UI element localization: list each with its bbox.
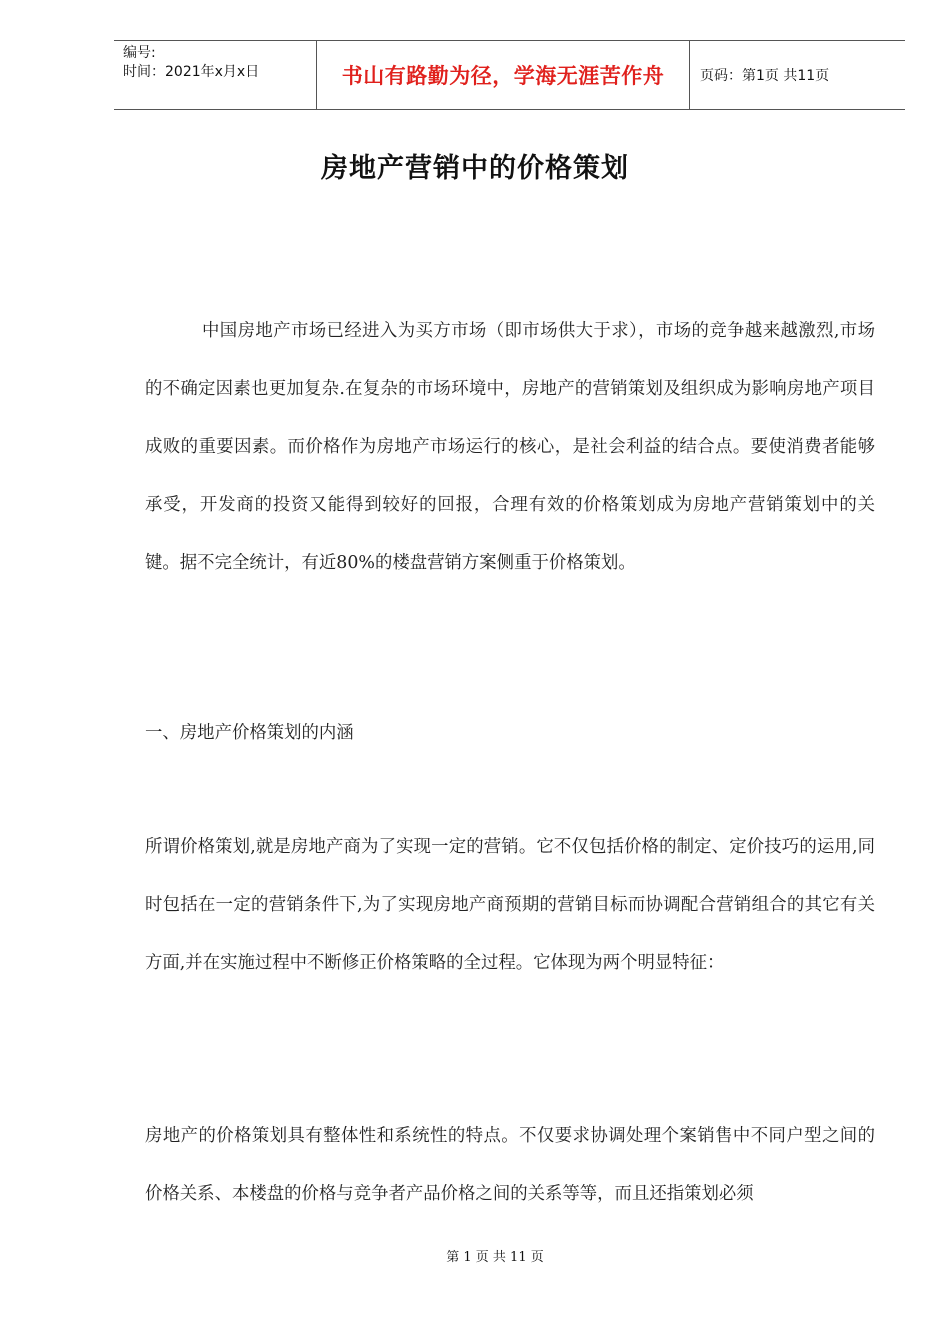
page-footer: 第 1 页 共 11 页: [446, 1250, 544, 1265]
motto-text: 书山有路勤为径，学海无涯苦作舟: [341, 64, 665, 88]
time-label: 时间：2021年x月x日: [123, 64, 260, 80]
paragraph-definition: 所谓价格策划,就是房地产商为了实现一定的营销。它不仅包括价格的制定、定价技巧的运用,同时包括在一定的营销条件下,为了实现房地产商预期的营销目标而协调配合营销组合的其它有关方面,并在实施过程中不断修正价格策略的全过程。它体现为两个明显特征：: [145, 837, 875, 973]
paragraph-intro: 中国房地产市场已经进入为买方市场（即市场供大于求），市场的竞争越来越激烈,市场的不确定因素也更加复杂.在复杂的市场环境中，房地产的营销策划及组织成为影响房地产项目成败的重要因素。而价格作为房地产市场运行的核心，是社会利益的结合点。要使消费者能够承受，开发商的投资又能得到较好的回报，合理有效的价格策划成为房地产营销策划中的关键。据不完全统计，有近80%的楼盘营销方案侧重于价格策划。: [145, 321, 875, 573]
serial-label: 编号:: [123, 45, 156, 61]
document-title: 房地产营销中的价格策划: [321, 153, 629, 184]
header-left-cell: [114, 41, 316, 109]
paragraph-features: 房地产的价格策划具有整体性和系统性的特点。不仅要求协调处理个案销售中不同户型之间的价格关系、本楼盘的价格与竞争者产品价格之间的关系等等，而且还指策划必须: [145, 1126, 875, 1204]
section-heading: 一、房地产价格策划的内涵: [145, 723, 354, 743]
header-motto-cell: [316, 41, 690, 109]
header-page-cell: [690, 41, 905, 109]
header-table: [114, 40, 905, 110]
page-code: 页码：第1页 共11页: [700, 68, 830, 84]
